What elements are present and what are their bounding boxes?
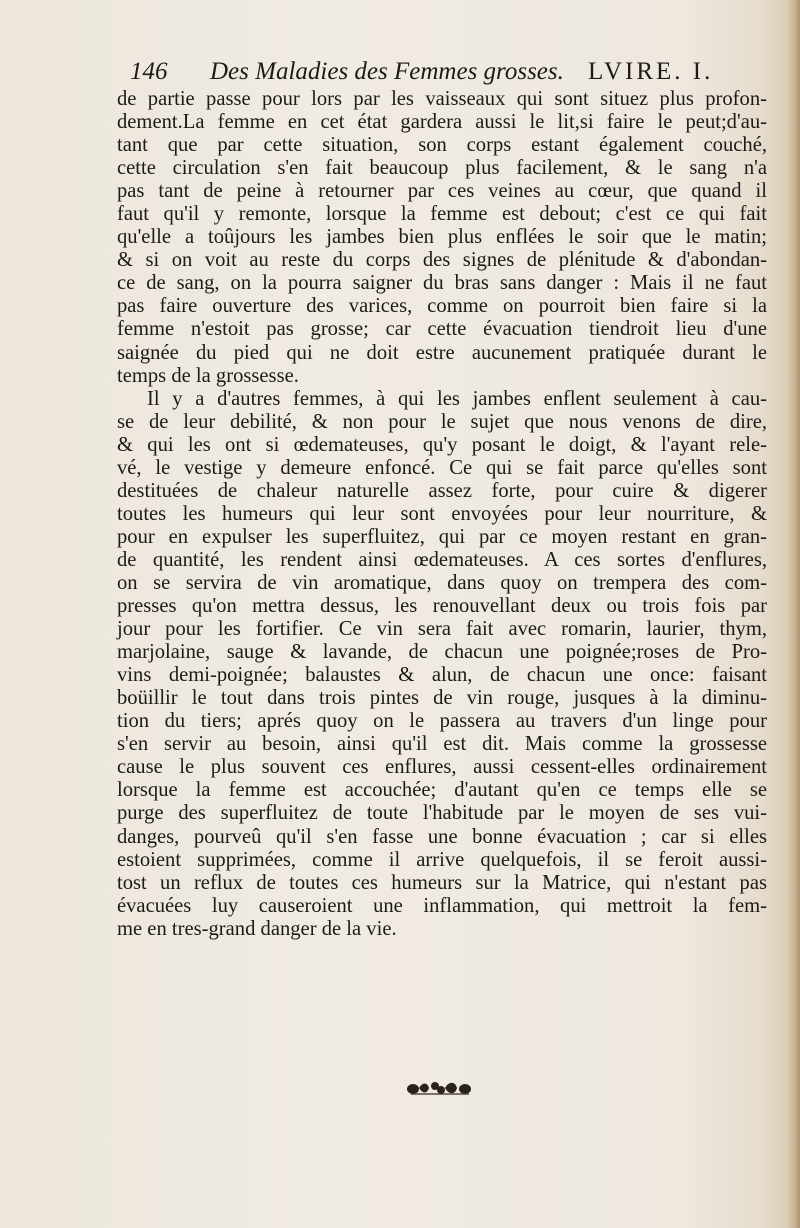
text-line: de quantité, les rendent ainsi œdemateuses. A ces sortes d'enflures, [117,548,767,571]
text-line: danges, pourveû qu'il s'en fasse une bonne évacuation ; car si elles [117,825,767,848]
text-line: marjolaine, sauge & lavande, de chacun une poignée;roses de Pro- [117,641,767,664]
text-line: cause le plus souvent ces enflures, aussi cessent-elles ordinairement [117,756,767,779]
text-line: évacuées luy causeroient une inflammation, qui mettroit la fem- [117,894,767,917]
text-line: pour en expulser les superfluitez, qui par ce moyen restant en gran- [117,525,767,548]
text-line: pas tant de peine à retourner par ces veines au cœur, que quand il [117,180,767,203]
body-text [117,88,767,941]
text-line: femme n'estoit pas grosse; car cette évacuation tiendroit lieu d'une [117,318,767,341]
paragraph-start-line: Il y a d'autres femmes, à qui les jambes enflent seulement à cau- [147,387,767,410]
paragraph-end-line: temps de la grossesse. [117,364,299,387]
page-edge-shadow [786,0,800,1228]
text-line: boüillir le tout dans trois pintes de vin rouge, jusques à la diminu- [117,687,767,710]
text-line: & qui les ont si œdemateuses, qu'y posant le doigt, & l'ayant rele- [117,433,767,456]
text-line: jour pour les fortifier. Ce vin sera fait avec romarin, laurier, thym, [117,618,767,641]
text-line: on se servira de vin aromatique, dans quoy on trempera des com- [117,571,767,594]
text-line: pas faire ouverture des varices, comme on pourroit bien faire si la [117,295,767,318]
text-line: purge des superfluitez de toute l'habitude par le moyen de ses vui- [117,802,767,825]
book-label: LVIRE. I. [588,58,714,85]
text-line: qu'elle a toûjours les jambes bien plus enflées le soir que le matin; [117,226,767,249]
running-title: Des Maladies des Femmes grosses. [210,58,564,85]
text-line: destituées de chaleur naturelle assez forte, pour cuire & digerer [117,479,767,502]
text-line: saignée du pied qui ne doit estre aucunement pratiquée durant le [117,341,767,364]
text-line: & si on voit au reste du corps des signes de plénitude & d'abondan- [117,249,767,272]
text-line: tion du tiers; aprés quoy on le passera au travers d'un linge pour [117,710,767,733]
text-line: s'en servir au besoin, ainsi qu'il est dit. Mais comme la grossesse [117,733,767,756]
text-line: vins demi-poignée; balaustes & alun, de chacun une once: faisant [117,664,767,687]
paragraph-end-line: me en tres-grand danger de la vie. [117,917,397,940]
page-number: 146 [130,58,168,85]
text-line: presses qu'on mettra dessus, les renouvellant deux ou trois fois par [117,595,767,618]
printer-ornament-icon [405,1078,475,1098]
text-line: estoient supprimées, comme il arrive quelquefois, il se feroit aussi- [117,848,767,871]
text-line: dement.La femme en cet état gardera aussi le lit,si faire le peut;d'au- [117,111,767,134]
text-line: tost un reflux de toutes ces humeurs sur la Matrice, qui n'estant pas [117,871,767,894]
text-line: vé, le vestige y demeure enfoncé. Ce qui se fait parce qu'elles sont [117,456,767,479]
text-line: ce de sang, on la pourra saigner du bras sans danger : Mais il ne faut [117,272,767,295]
text-line: cette circulation s'en fait beaucoup plus facilement, & le sang n'a [117,157,767,180]
text-line: toutes les humeurs qui leur sont envoyées pour leur nourriture, & [117,502,767,525]
text-line: lorsque la femme est accouchée; d'autant qu'en ce temps elle se [117,779,767,802]
text-line: faut qu'il y remonte, lorsque la femme est debout; c'est ce qui fait [117,203,767,226]
text-line: tant que par cette situation, son corps estant également couché, [117,134,767,157]
text-line: de partie passe pour lors par les vaisseaux qui sont situez plus profon- [117,88,767,110]
text-line: se de leur debilité, & non pour le sujet que nous venons de dire, [117,410,767,433]
